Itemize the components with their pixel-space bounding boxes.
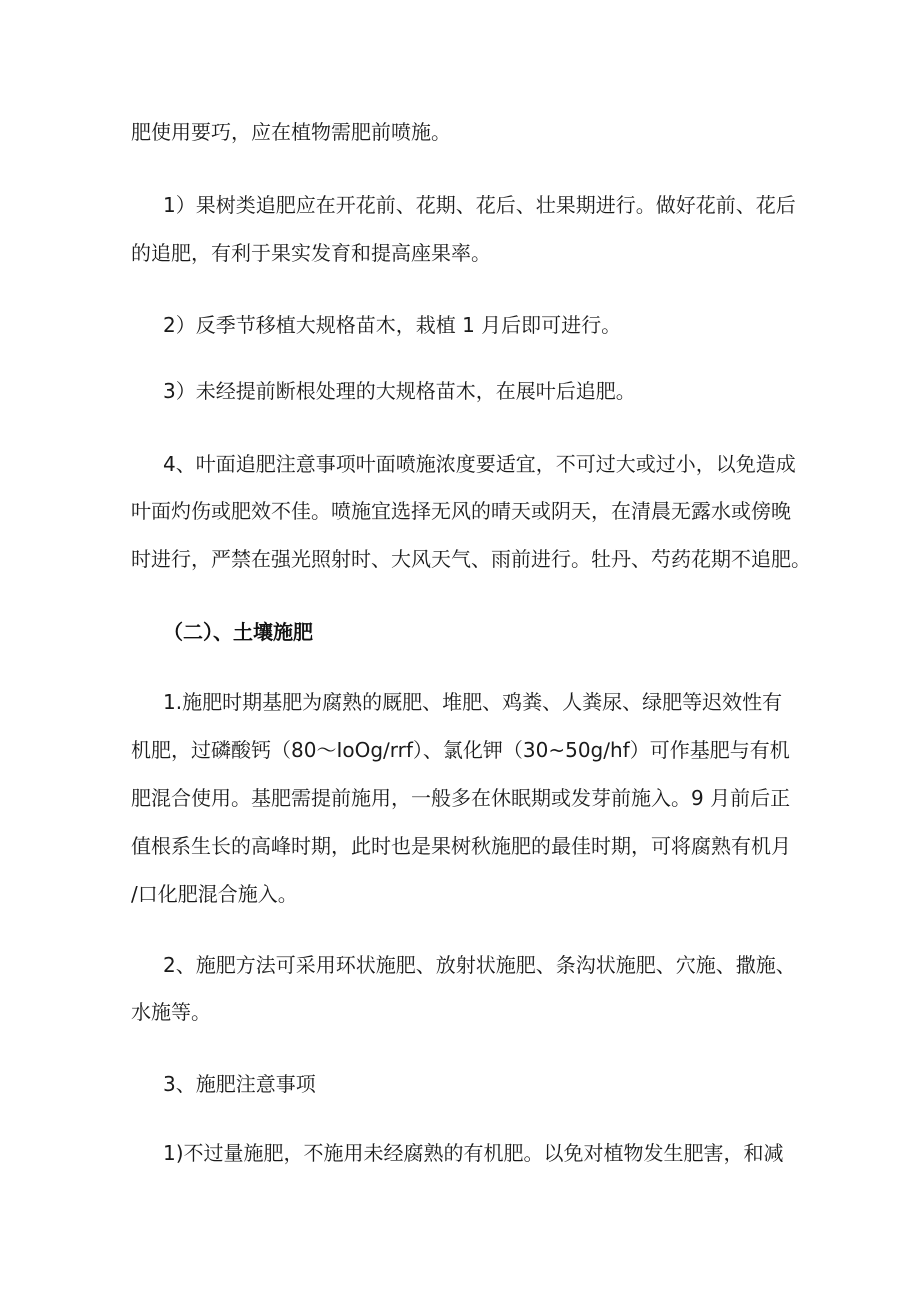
text-line: 值根系生长的高峰时期，此时也是果树秋施肥的最佳时期，可将腐熟有机月 bbox=[131, 834, 791, 858]
text-line: 肥混合使用。基肥需提前施用，一般多在休眠期或发芽前施入。9 月前后正 bbox=[131, 786, 791, 810]
section-heading: （二）、土壤施肥 bbox=[163, 620, 313, 644]
text-line: 3、施肥注意事项 bbox=[163, 1072, 316, 1096]
text-line: 时进行，严禁在强光照射时、大风天气、雨前进行。牡丹、芍药花期不追肥。 bbox=[131, 547, 811, 571]
text-line: 1.施肥时期基肥为腐熟的厩肥、堆肥、鸡粪、人粪尿、绿肥等迟效性有 bbox=[163, 690, 783, 714]
text-line: 的追肥，有利于果实发育和提高座果率。 bbox=[131, 241, 491, 265]
text-line: /口化肥混合施入。 bbox=[131, 882, 298, 906]
text-line: 4、叶面追肥注意事项叶面喷施浓度要适宜，不可过大或过小，以免造成 bbox=[163, 452, 796, 476]
text-line: 3）未经提前断根处理的大规格苗木，在展叶后追肥。 bbox=[163, 379, 636, 403]
text-line: 水施等。 bbox=[131, 1000, 211, 1024]
text-line: 1）果树类追肥应在开花前、花期、花后、壮果期进行。做好花前、花后 bbox=[163, 193, 796, 217]
text-line: 肥使用要巧，应在植物需肥前喷施。 bbox=[131, 120, 451, 144]
text-line: 机肥，过磷酸钙（80～IoOg∕rrf）、氯化钾（30~50g∕hf）可作基肥与有机 bbox=[131, 738, 790, 762]
text-line: 2、施肥方法可采用环状施肥、放射状施肥、条沟状施肥、穴施、撒施、 bbox=[163, 953, 796, 977]
text-line: 叶面灼伤或肥效不佳。喷施宜选择无风的晴天或阴天，在清晨无露水或傍晚 bbox=[131, 499, 791, 523]
text-line: 2）反季节移植大规格苗木，栽植 1 月后即可进行。 bbox=[163, 313, 622, 337]
text-line: 1)不过量施肥，不施用未经腐熟的有机肥。以免对植物发生肥害，和减 bbox=[163, 1141, 784, 1165]
